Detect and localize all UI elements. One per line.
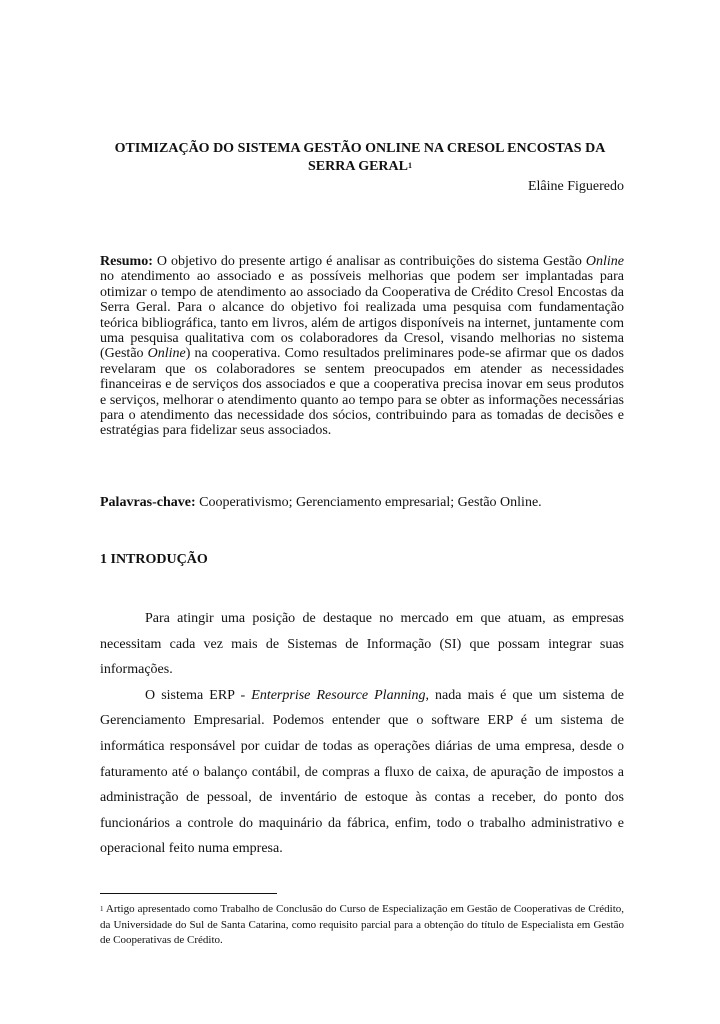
title-footnote-mark: 1 [407,161,412,170]
footnote-text: Artigo apresentado como Trabalho de Conclusão do Curso de Especialização em Gestão de Cooperativas de Crédito, da Universidade do Sul de Santa Catarina, como requisito parcial para a obtenção do título de Especialista em Gestão de Cooperativas de Crédito. [100,903,624,946]
author-name: Elâine Figueredo [527,179,624,194]
footnote-mark: 1 [100,905,104,913]
abstract-text-1: O objetivo do presente artigo é analisar as contribuições do sistema Gestão [152,254,586,269]
abstract-italic-2: Online [147,346,186,362]
paragraph-2-text-2: , nada mais é que um sistema de Gerenciamento Empresarial. Podemos entender que o software ERP é um sistema de informática responsável por cuidar de todas as operações diárias de uma empresa, desde o faturamento até o balanço contábil, de compras a fluxo de caixa, de apuração de impostos a administração de pessoal, de inventário de estoque às contas a receber, do ponto dos funcionários a controle do maquinário da fábrica, enfim, todo o trabalho administrativo e operacional feito numa empresa. [100,687,624,857]
abstract-label: Resumo: [100,254,153,269]
keywords-text: Cooperativismo; Gerenciamento empresarial; Gestão Online. [195,495,542,510]
abstract-text-3: ) na cooperativa. Como resultados preliminares pode-se afirmar que os dados revelaram que os colaboradores se sentem preocupados em atender as necessidades financeiras e de serviços dos associados e que a cooperativa precisa inovar em seus produtos e serviços, melhorar o atendimento quanto ao tempo para se obter as informações necessárias para o atendimento das necessidade dos sócios, contribuindo para as tomadas de decisões e estratégias para fidelizar seus associados. [100,346,624,439]
footnote [100,902,624,949]
paragraph-2 [100,683,624,862]
keywords-label: Palavras-chave: [100,495,196,510]
section-heading: 1 INTRODUÇÃO [100,552,208,567]
paragraph-2-italic: Enterprise Resource Planning [251,687,426,703]
paragraph-1: Para atingir uma posição de destaque no mercado em que atuam, as empresas necessitam cada vez mais de Sistemas de Informação (SI) que possam integrar suas informações. [100,611,624,678]
abstract [100,254,624,439]
abstract-text-2: no atendimento ao associado e as possíveis melhorias que podem ser implantadas para otimizar o tempo de atendimento ao associado da Cooperativa de Crédito Cresol Encostas da Serra Geral. Para o alcance do objetivo foi realizada uma pesquisa com fundamentação teórica bibliográfica, tanto em livros, além de artigos disponíveis na internet, juntamente com uma pesquisa qualitativa com os colaboradores da Cresol, visando melhorias no sistema (Gestão [100,269,624,362]
title-text: OTIMIZAÇÃO DO SISTEMA GESTÃO ONLINE NA CRESOL ENCOSTAS DA SERRA GERAL [114,141,606,174]
body-text [100,606,624,862]
paper-title [96,140,624,176]
keywords [100,494,624,512]
footnote-divider [100,893,277,894]
abstract-italic-1: Online [585,254,624,269]
paragraph-2-text-1: O sistema ERP - [145,687,252,703]
